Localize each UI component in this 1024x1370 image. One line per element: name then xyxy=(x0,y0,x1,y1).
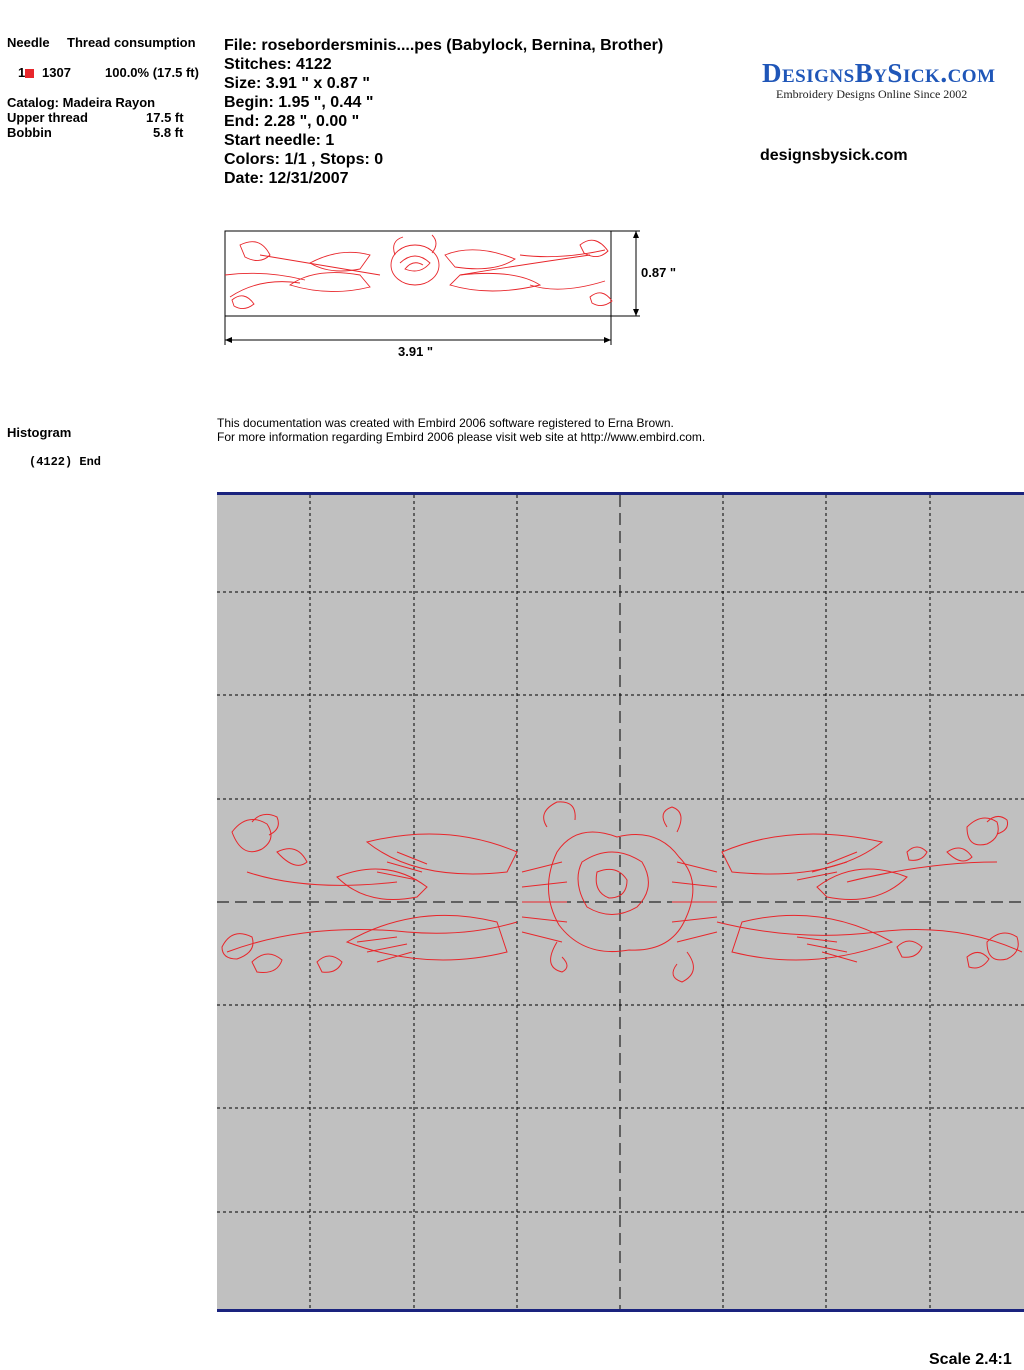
colors-line: Colors: 1/1 , Stops: 0 xyxy=(224,151,384,168)
thumbnail-frame xyxy=(225,231,611,316)
stitches-line: Stitches: 4122 xyxy=(224,56,332,73)
height-label: 0.87 " xyxy=(641,265,677,280)
scale-label: Scale 2.4:1 xyxy=(929,1351,1012,1368)
design-thumbnail xyxy=(220,225,700,360)
embroidery-canvas xyxy=(217,492,1024,1312)
size-line: Size: 3.91 " x 0.87 " xyxy=(224,75,370,92)
thread-code: 1307 xyxy=(42,65,71,80)
catalog-label: Catalog: Madeira Rayon xyxy=(7,95,156,110)
begin-line: Begin: 1.95 ", 0.44 " xyxy=(224,94,374,111)
site-url: designsbysick.com xyxy=(760,147,908,164)
needle-number: 1 xyxy=(18,65,26,80)
width-label: 3.91 " xyxy=(398,344,434,359)
upper-thread-value: 17.5 ft xyxy=(146,110,184,125)
bobbin-label: Bobbin xyxy=(7,125,52,140)
start-needle-line: Start needle: 1 xyxy=(224,132,335,149)
upper-thread-label: Upper thread xyxy=(7,110,88,125)
file-line: File: rosebordersminis....pes (Babylock, Bernina, Brother) xyxy=(224,37,664,54)
brand-tagline: Embroidery Designs Online Since 2002 xyxy=(776,87,968,101)
brand-logo: DesignsBySick.com xyxy=(762,58,996,88)
embird-note-line-1: This documentation was created with Embird 2006 software registered to Erna Brown. xyxy=(217,416,674,430)
thread-consumption-header: Thread consumption xyxy=(67,35,196,50)
needle-header: Needle xyxy=(7,35,50,50)
design-info xyxy=(224,36,663,188)
date-line: Date: 12/31/2007 xyxy=(224,170,349,187)
bobbin-value: 5.8 ft xyxy=(153,125,184,140)
thread-color-swatch xyxy=(25,69,34,78)
needle-row xyxy=(18,65,34,80)
histogram-title: Histogram xyxy=(7,425,72,440)
histogram-entry: (4122) End xyxy=(29,455,102,469)
end-line: End: 2.28 ", 0.00 " xyxy=(224,113,360,130)
thread-consumption: 100.0% (17.5 ft) xyxy=(105,65,199,80)
embird-note-line-2: For more information regarding Embird 2006 please visit web site at http://www.embird.com. xyxy=(217,430,706,444)
